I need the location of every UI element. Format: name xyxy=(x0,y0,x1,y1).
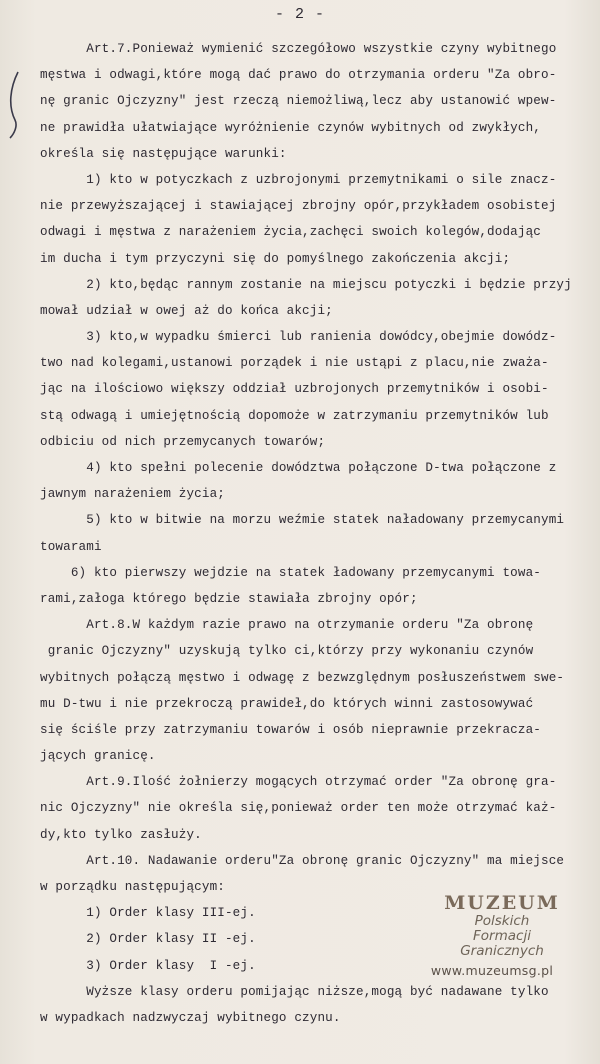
page-number: - 2 - xyxy=(274,6,325,23)
watermark-title: MUZEUM xyxy=(444,892,560,914)
watermark-url: www.muzeumsg.pl xyxy=(430,963,554,978)
text-line: w wypadkach nadzwyczaj wybitnego czynu. xyxy=(40,1010,341,1025)
text-line: jawnym narażeniem życia; xyxy=(40,487,225,502)
text-line: 3) Order klasy I -ej. xyxy=(40,958,256,973)
watermark-line-3: Granicznych xyxy=(460,943,544,959)
museum-watermark xyxy=(412,892,572,997)
text-line: Art.9.Ilość żołnierzy mogących otrzymać order "Za obronę gra- xyxy=(40,775,557,790)
text-line: dy,kto tylko zasłuży. xyxy=(40,827,202,842)
text-line: wybitnych połączą męstwo i odwagę z bezwzględnym posłuszeństwem swe- xyxy=(40,670,565,685)
text-line: mował udział w owej aż do końca akcji; xyxy=(40,303,333,318)
watermark-line-1: Polskich xyxy=(474,913,530,929)
text-line: 2) kto,będąc rannym zostanie na miejscu potyczki i będzie przyj xyxy=(40,277,572,292)
text-line: 1) Order klasy III-ej. xyxy=(40,906,256,921)
text-line: nic Ojczyzny" nie określa się,ponieważ order ten może otrzymać każ- xyxy=(40,801,557,816)
text-line: 5) kto w bitwie na morzu weźmie statek naładowany przemycanymi xyxy=(40,513,565,528)
text-line: jąc na ilościowo większy oddział uzbrojonych przemytników i osobi- xyxy=(40,382,549,397)
text-line: two nad kolegami,ustanowi porządek i nie ustąpi z placu,nie zważa- xyxy=(40,356,549,371)
text-line: nie przewyższającej i stawiającej zbrojny opór,przykładem osobistej xyxy=(40,199,557,214)
document-body xyxy=(40,36,588,1031)
text-line: jących granicę. xyxy=(40,749,156,764)
margin-pen-mark xyxy=(6,70,24,140)
text-line: mu D-twu i nie przekroczą prawideł,do których winni zastosowywać xyxy=(40,696,534,711)
text-line: 1) kto w potyczkach z uzbrojonymi przemytnikami o sile znacz- xyxy=(40,172,557,187)
text-line: odwagi i męstwa z narażeniem życia,zachęci swoich kolegów,dodając xyxy=(40,225,541,240)
text-line: rami,załoga którego będzie stawiała zbrojny opór; xyxy=(40,591,418,606)
text-line: odbiciu od nich przemycanych towarów; xyxy=(40,434,326,449)
text-line: im ducha i tym przyczyni się do pomyślnego zakończenia akcji; xyxy=(40,251,511,266)
text-line: 6) kto pierwszy wejdzie na statek ładowany przemycanymi towa- xyxy=(40,565,541,580)
text-line: Art.7.Ponieważ wymienić szczegółowo wszystkie czyny wybitnego xyxy=(40,42,557,56)
text-line: się ściśle przy zatrzymaniu towarów i osób nieprawnie przekracza- xyxy=(40,722,541,737)
text-line: nę granic Ojczyzny" jest rzeczą niemożliwą,lecz aby ustanowić wpew- xyxy=(40,94,557,109)
text-line: stą odwagą i umiejętnością dopomoże w zatrzymaniu przemytników lub xyxy=(40,408,549,423)
text-line: określa się następujące warunki: xyxy=(40,146,287,161)
text-line: Art.10. Nadawanie orderu"Za obronę granic Ojczyzny" ma miejsce xyxy=(40,853,565,868)
text-line: ne prawidła ułatwiające wyróżnienie czynów wybitnych od zwykłych, xyxy=(40,120,541,135)
text-line: 3) kto,w wypadku śmierci lub ranienia dowódcy,obejmie dowódz- xyxy=(40,330,557,345)
watermark-line-2: Formacji xyxy=(473,928,531,944)
text-line: w porządku następującym: xyxy=(40,880,225,894)
text-line: towarami xyxy=(40,539,102,554)
text-line: 2) Order klasy II -ej. xyxy=(40,932,256,947)
text-line: Wyższe klasy orderu pomijając niższe,mogą być nadawane tylko xyxy=(40,984,549,999)
text-line: 4) kto spełni polecenie dowództwa połączone D-twa połączone z xyxy=(40,461,557,475)
text-line: granic Ojczyzny" uzyskują tylko ci,którzy przy wykonaniu czynów xyxy=(40,644,534,659)
text-line: męstwa i odwagi,które mogą dać prawo do otrzymania orderu "Za obro- xyxy=(40,68,557,83)
text-line: Art.8.W każdym razie prawo na otrzymanie orderu "Za obronę xyxy=(40,618,534,633)
